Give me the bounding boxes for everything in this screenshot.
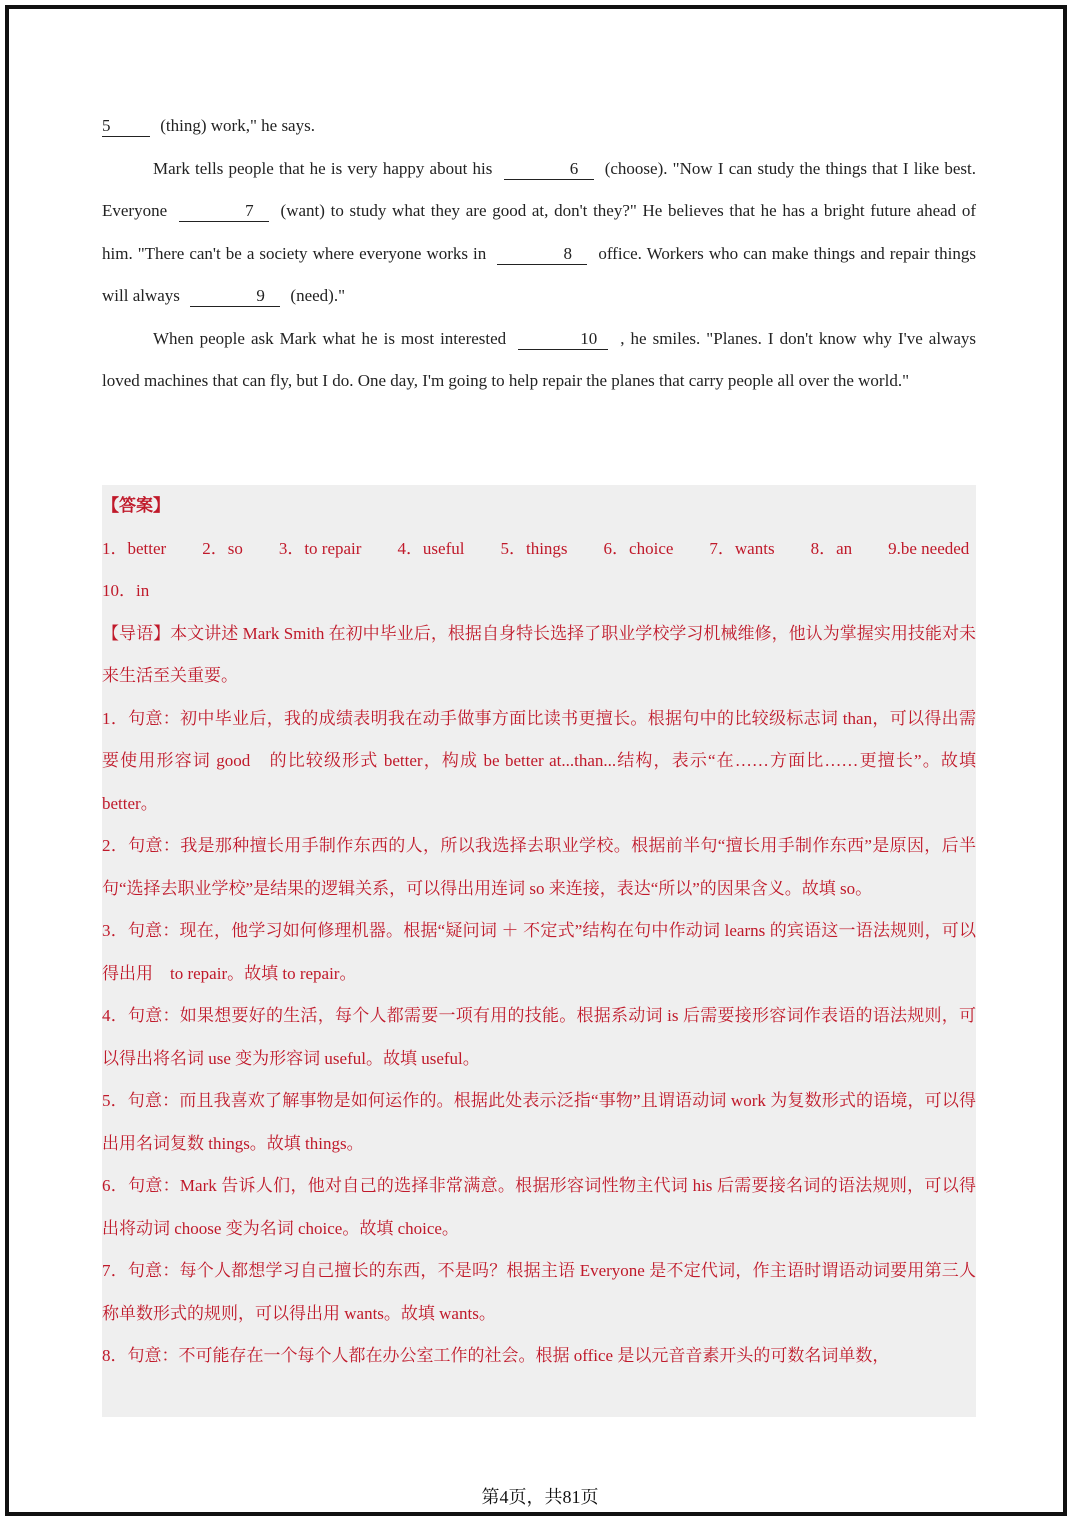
answer-section (102, 485, 976, 1417)
answer-item: 7．wants (709, 538, 775, 558)
blank-6: 6 (504, 159, 594, 180)
blank-8: 8 (497, 244, 587, 265)
answer-intro: 【导语】本文讲述 Mark Smith 在初中毕业后，根据自身特长选择了职业学校学习机械维修，他认为掌握实用技能对未来生活至关重要。 (102, 623, 976, 685)
answer-item: 1．better (102, 538, 167, 558)
explanation-8: 8．句意：不可能存在一个每个人都在办公室工作的社会。根据 office 是以元音音素开头的可数名词单数， (102, 1346, 890, 1365)
explanation-4: 4．句意：如果想要好的生活，每个人都需要一项有用的技能。根据系动词 is 后需要接形容词作表语的语法规则，可以得出将名词 use 变为形容词 useful。故填 useful。 (102, 1006, 976, 1068)
explanation-6: 6．句意：Mark 告诉人们，他对自己的选择非常满意。根据形容词性物主代词 his 后需要接名词的语法规则，可以得出将动词 choose 变为名词 choice。故填 choice。 (102, 1176, 976, 1238)
blank-10: 10 (518, 329, 608, 350)
answer-item: 3．to repair (278, 538, 362, 558)
blank-5: 5 (102, 116, 150, 137)
answer-item: 2．so (202, 538, 243, 558)
passage-line-1: 5 (thing) work," he says. (102, 116, 315, 135)
answer-item: 9.be needed (888, 538, 970, 558)
answer-list (102, 528, 976, 613)
answer-item: 8．an (810, 538, 853, 558)
page-number: 第4页，共81页 (481, 1487, 599, 1507)
answer-title: 【答案】 (102, 496, 170, 515)
explanation-3: 3．句意：现在，他学习如何修理机器。根据“疑问词 ＋ 不定式”结构在句中作动词 learns 的宾语这一语法规则，可以得出用 to repair。故填 to repair。 (102, 921, 976, 983)
passage (102, 105, 976, 403)
answer-item: 4．useful (397, 538, 465, 558)
answer-item: 6．choice (603, 538, 674, 558)
explanation-1: 1．句意：初中毕业后，我的成绩表明我在动手做事方面比读书更擅长。根据句中的比较级标志词 than，可以得出需要使用形容词 good 的比较级形式 better，构成 be better at...than...结构，表示“在……方面比……更擅长”。故填 better。 (102, 708, 976, 813)
explanation-7: 7．句意：每个人都想学习自己擅长的东西，不是吗？根据主语 Everyone 是不定代词，作主语时谓语动词要用第三人称单数形式的规则，可以得出用 wants。故填 wants。 (102, 1261, 976, 1323)
passage-paragraph-2: When people ask Mark what he is most interested 10 , he smiles. "Planes. I don't know why I've always loved machines that can fly, but I do. One day, I'm going to help repair the planes that carry people all over the world." (102, 328, 977, 390)
explanation-5: 5．句意：而且我喜欢了解事物是如何运作的。根据此处表示泛指“事物”且谓语动词 work 为复数形式的语境，可以得出用名词复数 things。故填 things。 (102, 1091, 976, 1153)
blank-7: 7 (179, 201, 269, 222)
passage-paragraph-1: Mark tells people that he is very happy about his 6 (choose). "Now I can study the things that I like best. Everyone 7 (want) to study what they are good at, don't they?" He believes that he has a bright future ahead of him. "There can't be a society where everyone works in 8 office. Workers who can make things and repair things will always 9 (need)." (102, 158, 977, 305)
explanation-2: 2．句意：我是那种擅长用手制作东西的人，所以我选择去职业学校。根据前半句“擅长用手制作东西”是原因，后半句“选择去职业学校”是结果的逻辑关系，可以得出用连词 so 来连接，表达“所以”的因果含义。故填 so。 (102, 836, 976, 898)
answer-item: 10．in (102, 581, 150, 600)
blank-9: 9 (190, 286, 280, 307)
answer-item: 5．things (500, 538, 568, 558)
